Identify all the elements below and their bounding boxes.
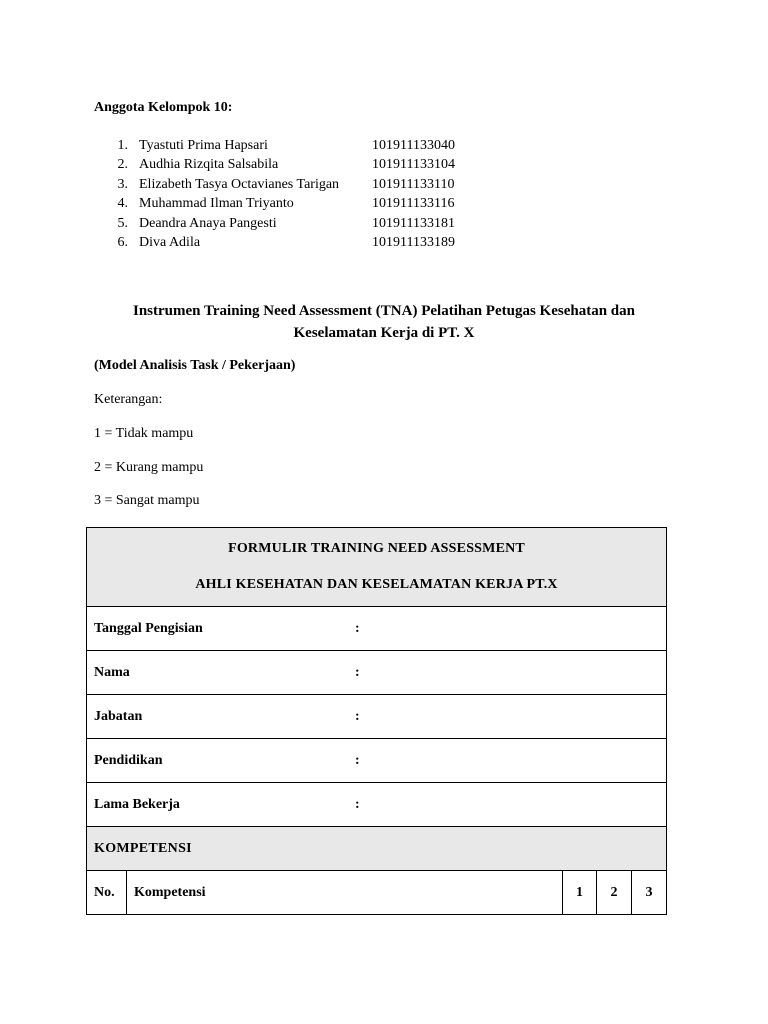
form-header-line2: AHLI KESEHATAN DAN KESELAMATAN KERJA PT.X — [195, 577, 558, 592]
column-header-score-3: 3 — [632, 871, 667, 915]
member-name: Diva Adila — [139, 234, 201, 250]
member-nim: 101911133116 — [372, 196, 455, 212]
member-number: 3. — [117, 176, 128, 192]
field-pendidikan[interactable] — [87, 739, 667, 783]
field-label: Pendidikan — [94, 752, 163, 768]
member-number: 4. — [117, 196, 128, 212]
field-lama-bekerja[interactable] — [87, 783, 667, 827]
member-nim: 101911133104 — [372, 157, 455, 173]
member-nim: 101911133040 — [372, 138, 455, 153]
legend-heading: Keterangan: — [94, 392, 163, 407]
legend-item: 2 = Kurang mampu — [94, 460, 204, 475]
list-item — [110, 233, 470, 252]
member-name: Tyastuti Prima Hapsari — [139, 138, 268, 153]
column-header-kompetensi: Kompetensi — [127, 871, 563, 915]
field-tanggal-pengisian[interactable] — [87, 607, 667, 651]
list-item — [110, 194, 470, 213]
member-number: 5. — [117, 215, 128, 231]
list-item — [110, 155, 470, 174]
document-title-line1: Instrumen Training Need Assessment (TNA) Pelatihan Petugas Kesehatan dan — [133, 303, 635, 319]
member-number: 1. — [117, 138, 128, 153]
field-colon: : — [355, 752, 360, 768]
list-item — [110, 214, 470, 233]
document-title-line2: Keselamatan Kerja di PT. X — [293, 325, 475, 341]
form-header — [87, 528, 667, 607]
column-header-score-2: 2 — [597, 871, 632, 915]
list-item — [110, 175, 470, 194]
member-name: Elizabeth Tasya Octavianes Tarigan — [139, 176, 340, 192]
field-colon: : — [355, 664, 360, 680]
member-name: Deandra Anaya Pangesti — [139, 215, 277, 231]
member-number: 6. — [117, 234, 128, 250]
member-list — [110, 136, 470, 252]
form-header-line1: FORMULIR TRAINING NEED ASSESSMENT — [228, 541, 525, 556]
group-title: Anggota Kelompok 10: — [94, 100, 233, 115]
legend-item: 1 = Tidak mampu — [94, 426, 194, 441]
field-jabatan[interactable] — [87, 695, 667, 739]
field-colon: : — [355, 620, 360, 636]
column-header-score-1: 1 — [563, 871, 597, 915]
field-label: Nama — [94, 664, 130, 680]
tna-form-table — [86, 527, 667, 915]
field-label: Tanggal Pengisian — [94, 620, 203, 636]
model-subtitle: (Model Analisis Task / Pekerjaan) — [94, 358, 296, 373]
member-nim: 101911133189 — [372, 234, 455, 250]
column-header-no: No. — [87, 871, 127, 915]
field-colon: : — [355, 708, 360, 724]
member-name: Muhammad Ilman Triyanto — [139, 196, 294, 212]
field-label: Jabatan — [94, 708, 143, 724]
list-item — [110, 136, 470, 155]
field-colon: : — [355, 796, 360, 812]
member-nim: 101911133110 — [372, 176, 455, 192]
member-name: Audhia Rizqita Salsabila — [139, 157, 279, 173]
member-number: 2. — [117, 157, 128, 173]
document-title — [94, 300, 674, 344]
section-kompetensi: KOMPETENSI — [87, 827, 667, 871]
field-label: Lama Bekerja — [94, 796, 180, 812]
member-nim: 101911133181 — [372, 215, 455, 231]
field-nama[interactable] — [87, 651, 667, 695]
legend-item: 3 = Sangat mampu — [94, 493, 200, 508]
